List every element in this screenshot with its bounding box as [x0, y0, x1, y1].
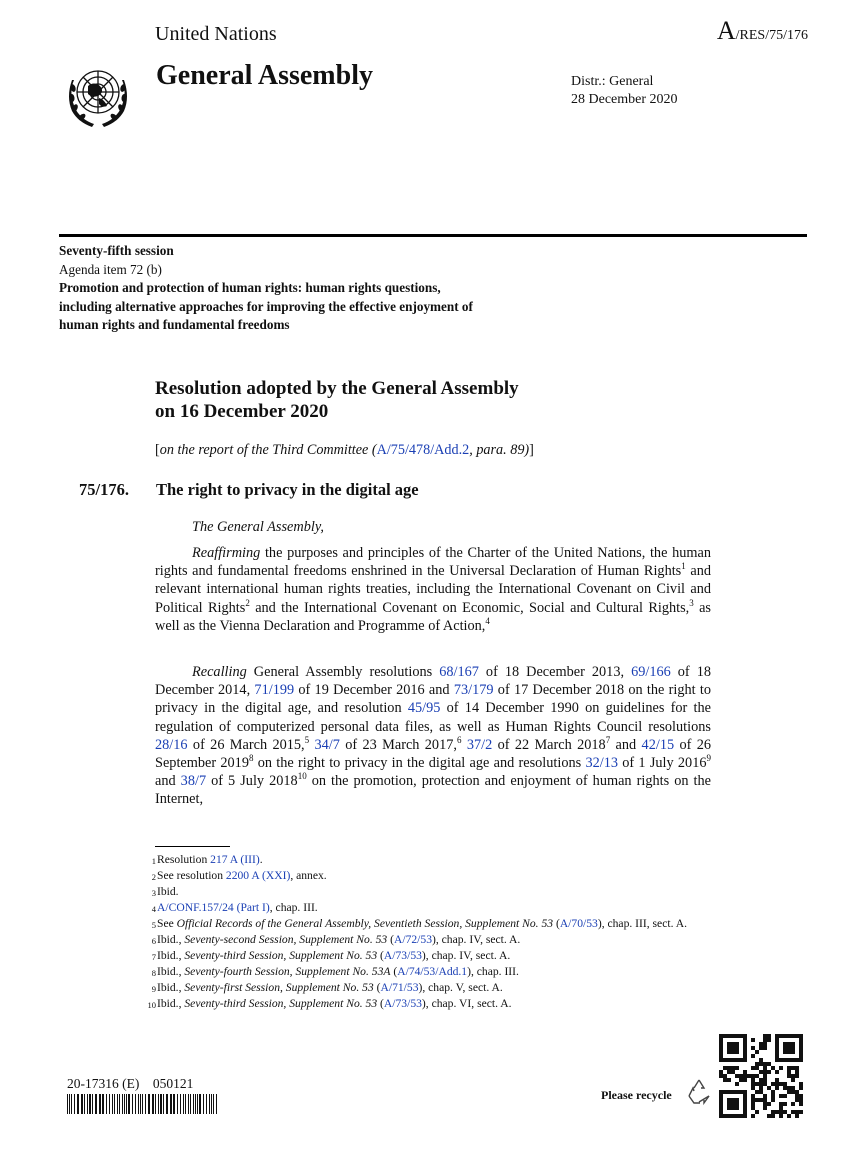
- footnote-number: 1: [151, 856, 156, 866]
- footnote-ref: 10: [297, 771, 307, 782]
- footnote-number: 3: [151, 888, 156, 898]
- session-name: Seventy-fifth session: [59, 243, 174, 258]
- para-text: of 1 July 2016: [618, 755, 707, 772]
- footnote-text: (: [377, 949, 384, 962]
- resolution-link[interactable]: 37/2: [466, 736, 493, 753]
- footnote: [140, 868, 715, 884]
- footnote-number: 8: [151, 968, 156, 978]
- issue-date: 28 December 2020: [571, 92, 678, 107]
- para-text: General Assembly resolutions: [246, 664, 440, 680]
- para-text: of 14 December 1990 on guidelines for the regulation of computerized personal data files, as well as Human Rights Council resolutions: [155, 700, 711, 735]
- para-text: of 26 March 2015,: [187, 736, 305, 753]
- footnote-text: ), chap. III.: [467, 965, 519, 978]
- footnote-text: (: [387, 933, 394, 946]
- resolution-link[interactable]: 71/199: [254, 682, 295, 699]
- footnote-link[interactable]: A/70/53: [559, 917, 598, 930]
- document-id: 20-17316 (E) 050121: [67, 1076, 194, 1091]
- footnote: [140, 948, 715, 964]
- footnote-ref: 6: [456, 735, 462, 746]
- footnote: [140, 996, 715, 1012]
- resolution-link[interactable]: 45/95: [407, 700, 441, 717]
- para-text: on the promotion, protection and enjoyment of human rights on the Internet,: [155, 773, 711, 808]
- qr-code-icon: [719, 1034, 803, 1118]
- para-text: of 18 December 2014,: [155, 664, 711, 699]
- footnote-text: (: [373, 981, 381, 994]
- footnote-text: .: [259, 853, 263, 866]
- report-link[interactable]: A/75/478/Add.2: [376, 442, 470, 458]
- footnote-source: Seventy-fourth Session, Supplement No. 53A: [184, 965, 391, 978]
- footnote-text: Ibid.,: [157, 965, 185, 978]
- para-lead: Recalling: [192, 664, 247, 680]
- resolution-link[interactable]: 38/7: [180, 773, 207, 790]
- para-text: and the International Covenant on Economic, Social and Cultural Rights,: [249, 599, 690, 616]
- barcode-icon: [67, 1094, 221, 1114]
- symbol-prefix: A: [716, 16, 736, 45]
- resolution-link[interactable]: 69/166: [631, 664, 671, 680]
- footnote-text: Ibid.,: [157, 981, 185, 994]
- para-text: and: [610, 736, 642, 753]
- footnote: [140, 884, 715, 900]
- para-text: and: [155, 773, 181, 790]
- resolution-heading-line1: Resolution adopted by the General Assembly: [155, 378, 519, 399]
- para-text: of 26 September 2019: [155, 736, 712, 772]
- distribution-block: [571, 73, 678, 109]
- organization-name: United Nations: [155, 23, 277, 45]
- footnote-number: 2: [151, 872, 156, 882]
- footnote-text: (: [377, 997, 384, 1010]
- footnote-number: 5: [151, 920, 156, 930]
- footnote-text: ), chap. III, sect. A.: [597, 917, 688, 930]
- resolution-heading-line2: on 16 December 2020: [155, 400, 329, 422]
- report-reference: [155, 442, 534, 459]
- report-text: on the report of the Third Committee (: [159, 442, 377, 458]
- footnote: [140, 932, 715, 948]
- footnote-link[interactable]: A/74/53/Add.1: [397, 965, 468, 978]
- resolution-link[interactable]: 73/179: [453, 682, 494, 699]
- para-text: of 5 July 2018: [206, 773, 298, 790]
- para-text: of 19 December 2016 and: [294, 682, 454, 699]
- footnote-number: 7: [151, 952, 156, 962]
- footnote-number: 10: [147, 1000, 156, 1010]
- session-block: [59, 242, 479, 335]
- footnote: [140, 980, 715, 996]
- footnote-ref: 2: [245, 597, 250, 608]
- footnote-link[interactable]: A/73/53: [383, 997, 422, 1010]
- footnote-ref: 3: [689, 597, 694, 608]
- bracket-open: [: [155, 442, 160, 458]
- resolution-number: 75/176.: [79, 480, 129, 499]
- para-text: and relevant international human rights treaties, including the International Covenant on Civil and Political Rights: [155, 563, 711, 616]
- footnote-link[interactable]: 2200 A (XXI): [225, 869, 291, 882]
- resolution-link[interactable]: 28/16: [155, 736, 188, 753]
- para-text: of 18 December 2013,: [478, 664, 632, 680]
- footnote-source: Seventy-first Session, Supplement No. 53: [184, 981, 374, 994]
- footnote-ref: 4: [485, 616, 490, 627]
- footnote-source: Seventy-third Session, Supplement No. 53: [184, 997, 378, 1010]
- footnote-text: See: [157, 917, 177, 930]
- footnote-ref: 9: [706, 753, 711, 764]
- footnote-number: 9: [151, 984, 156, 994]
- bracket-close: ]: [529, 442, 534, 458]
- footnote-link[interactable]: A/CONF.157/24 (Part I): [157, 901, 270, 914]
- footnote-link[interactable]: 217 A (III): [210, 853, 260, 866]
- footnote-text: Ibid.,: [157, 949, 185, 962]
- para-text: of 17 December 2018 on the right to privacy in the digital age, and resolution: [155, 682, 711, 717]
- report-tail: , para. 89): [469, 442, 530, 458]
- footnote-text: Resolution: [157, 853, 211, 866]
- footnote-number: 4: [151, 904, 156, 914]
- para-text: of 23 March 2017,: [339, 736, 457, 753]
- footnote-ref: 1: [681, 561, 686, 572]
- preamble-paragraph-2: [155, 663, 711, 809]
- footnote-ref: 5: [304, 735, 310, 746]
- recycle-icon: [684, 1076, 714, 1106]
- agenda-item-title: Promotion and protection of human rights: human rights questions, including alternative approaches for improving the effective enjoyment of human rights and fundamental freedoms: [59, 280, 473, 332]
- footnote-text: (: [390, 965, 398, 978]
- resolution-link[interactable]: 68/167: [439, 664, 479, 680]
- document-symbol: [717, 16, 808, 46]
- resolution-link[interactable]: 42/15: [641, 736, 675, 753]
- recycle-label: Please recycle: [601, 1088, 672, 1102]
- para-text: of 22 March 2018: [492, 736, 606, 753]
- footnotes: [140, 852, 715, 1012]
- preamble-paragraph-1: [155, 544, 711, 635]
- para-text: on the right to privacy in the digital age and resolutions: [253, 755, 586, 772]
- footnote: [140, 964, 715, 980]
- footnote-text: See resolution: [157, 869, 226, 882]
- resolution-heading: [155, 378, 519, 423]
- footnote: [140, 916, 715, 932]
- footnote-text: (: [553, 917, 560, 930]
- para-text: the purposes and principles of the Charter of the United Nations, the human rights and fundamental freedoms enshrined in the Universal Declaration of Human Rights: [155, 545, 711, 580]
- footnote-text: Ibid.,: [157, 997, 185, 1010]
- footnote-number: 6: [151, 936, 156, 946]
- para-text: as well as the Vienna Declaration and Programme of Action,: [155, 599, 711, 634]
- distribution: Distr.: General: [571, 74, 654, 89]
- footnote-text: , annex.: [290, 869, 327, 882]
- un-emblem-icon: [66, 62, 130, 134]
- footnote-ref: 7: [605, 735, 611, 746]
- footnote-text: ), chap. IV, sect. A.: [432, 933, 521, 946]
- agenda-item: Agenda item 72 (b): [59, 261, 162, 277]
- footnote-text: ), chap. IV, sect. A.: [421, 949, 511, 962]
- footnote-link[interactable]: A/71/53: [380, 981, 419, 994]
- footnote-text: Ibid.,: [157, 933, 185, 946]
- header-rule: [59, 234, 807, 237]
- footnote-text: ), chap. VI, sect. A.: [421, 997, 512, 1010]
- footnote-text: ), chap. V, sect. A.: [418, 981, 503, 994]
- footnote: [140, 900, 715, 916]
- footnote-source: Seventy-third Session, Supplement No. 53: [184, 949, 378, 962]
- footnote-link[interactable]: A/73/53: [383, 949, 422, 962]
- preamble-intro: The General Assembly,: [192, 519, 324, 535]
- footnote-rule: [155, 846, 230, 847]
- resolution-link[interactable]: 32/13: [585, 755, 619, 772]
- footnote: [140, 852, 715, 868]
- para-lead: Reaffirming: [192, 545, 261, 561]
- resolution-link[interactable]: 34/7: [314, 736, 340, 753]
- symbol-suffix: /RES/75/176: [735, 28, 808, 43]
- resolution-title: The right to privacy in the digital age: [156, 480, 419, 499]
- footnote-source: Official Records of the General Assembly, Seventieth Session, Supplement No. 53: [176, 917, 554, 930]
- body-title: General Assembly: [156, 60, 373, 91]
- footnote-text: , chap. III.: [269, 901, 318, 914]
- footnote-ref: 8: [248, 753, 254, 764]
- footnote-link[interactable]: A/72/53: [393, 933, 432, 946]
- footnote-text: Ibid.: [157, 885, 179, 898]
- footnote-source: Seventy-second Session, Supplement No. 53: [184, 933, 388, 946]
